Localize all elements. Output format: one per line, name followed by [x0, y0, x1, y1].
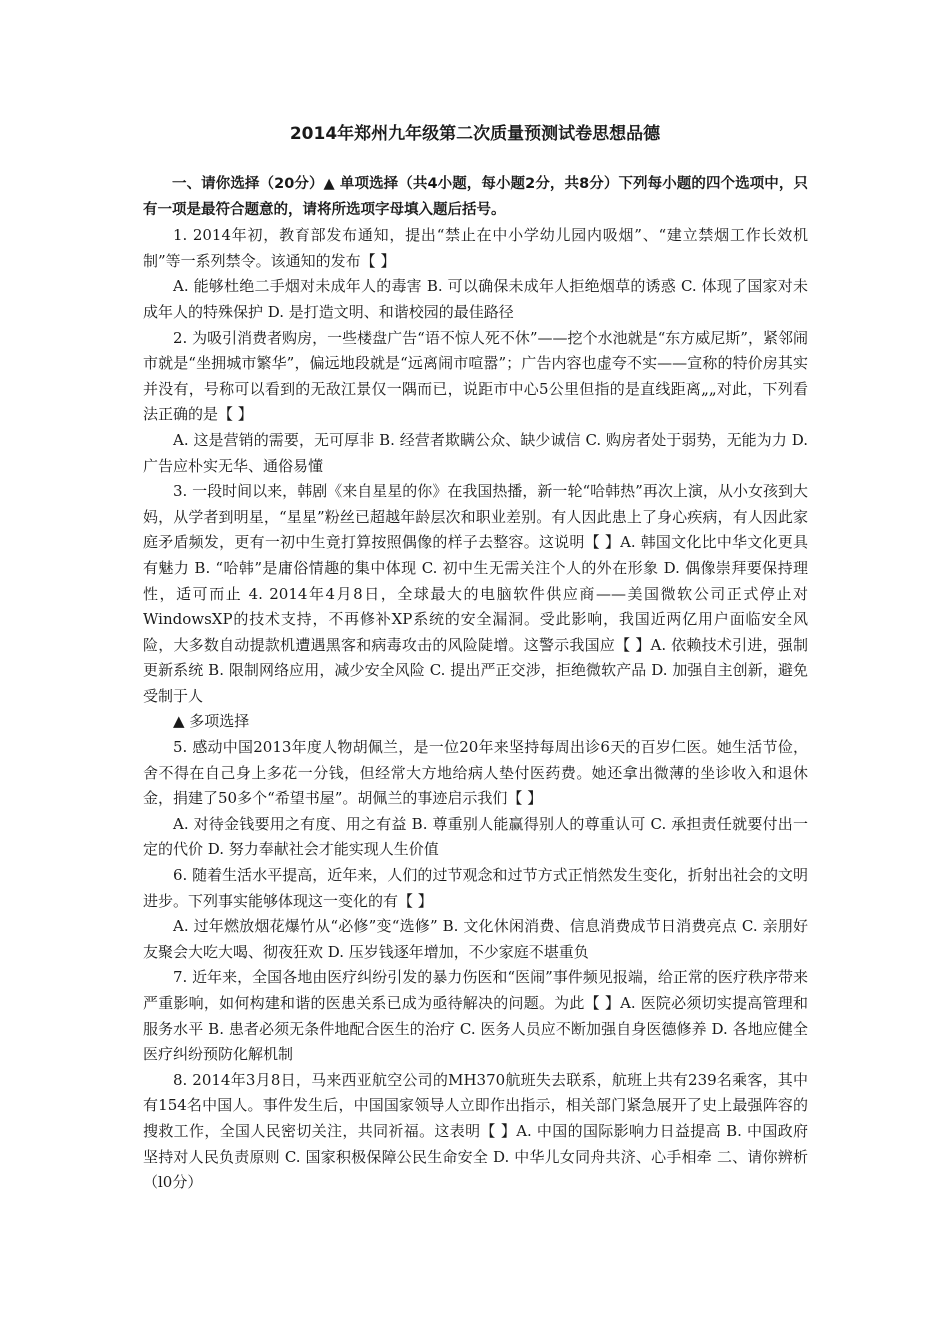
question-6: 6. 随着生活水平提高，近年来，人们的过节观念和过节方式正悄然发生变化，折射出社会的文明进步。下列事实能够体现这一变化的有【 】 [143, 866, 808, 910]
page-title: 2014年郑州九年级第二次质量预测试卷思想品德 [289, 124, 661, 144]
question-1: 1. 2014年初，教育部发布通知，提出“禁止在中小学幼儿园内吸烟”、“建立禁烟工作长效机制”等一系列禁令。该通知的发布【 】 [143, 226, 808, 270]
question-5-options: A. 对待金钱要用之有度、用之有益 B. 尊重别人能赢得别人的尊重认可 C. 承担责任就要付出一定的代价 D. 努力奉献社会才能实现人生价值 [143, 814, 808, 859]
question-2: 2. 为吸引消费者购房，一些楼盘广告“语不惊人死不休”——挖个水池就是“东方威尼斯”，紧邻闹市就是“坐拥城市繁华”，偏远地段就是“远离闹市喧嚣”；广告内容也虚夸不实——宣称的特价房其实并没有，号称可以看到的无敌江景仅一隅而已，说距市中心5公里但指的是直线距离„„对此，下列看法正确的是【 】 [143, 328, 808, 424]
question-3-4: 3. 一段时间以来，韩剧《来自星星的你》在我国热播，新一轮“哈韩热”再次上演，从小女孩到大妈，从学者到明星，“星星”粉丝已超越年龄层次和职业差别。有人因此患上了身心疾病，有人因此家庭矛盾频发，更有一初中生竟打算按照偶像的样子去整容。这说明【 】A. 韩国文化比中华文化更具有魅力 B. “哈韩”是庸俗情趣的集中体现 C. 初中生无需关注个人的外在形象 D. 偶像崇拜要保持理性，适可而止 4. 2014年4月8日，全球最大的电脑软件供应商——美国微软公司正式停止对WindowsXP的技术支持，不再修补XP系统的安全漏洞。受此影响，我国近两亿用户面临安全风险，大多数自动提款机遭遇黑客和病毒攻击的风险陡增。这警示我国应【 】A. 依赖技术引进，强制更新系统 B. 限制网络应用，减少安全风险 C. 提出严正交涉，拒绝微软产品 D. 加强自主创新，避免受制于人 [143, 482, 808, 705]
question-7: 7. 近年来，全国各地由医疗纠纷引发的暴力伤医和“医闹”事件频见报端，给正常的医疗秩序带来严重影响，如何构建和谐的医患关系已成为亟待解决的问题。为此【 】A. 医院必须切实提高管理和服务水平 B. 患者必须无条件地配合医生的治疗 C. 医务人员应不断加强自身医德修养 D. 各地应健全医疗纠纷预防化解机制 [143, 968, 808, 1064]
document-body [143, 172, 808, 1196]
section-instructions: 一、请你选择（20分）▲ 单项选择（共4小题，每小题2分，共8分）下列每小题的四个选项中，只有一项是最符合题意的，请将所选项字母填入题后括号。 [143, 176, 808, 218]
question-8: 8. 2014年3月8日，马来西亚航空公司的MH370航班失去联系，航班上共有239名乘客，其中有154名中国人。事件发生后，中国国家领导人立即作出指示，相关部门紧急展开了史上最强阵容的搜救工作，全国人民密切关注，共同祈福。这表明【 】A. 中国的国际影响力日益提高 B. 中国政府坚持对人民负责原则 C. 国家积极保障公民生命安全 D. 中华儿女同舟共济、心手相牵 二、请你辨析（l0分） [143, 1070, 808, 1192]
question-5: 5. 感动中国2013年度人物胡佩兰，是一位20年来坚持每周出诊6天的百岁仁医。她生活节俭，舍不得在自己身上多花一分钱，但经常大方地给病人垫付医药费。她还拿出微薄的坐诊收入和退休金，捐建了50多个“希望书屋”。胡佩兰的事迹启示我们【 】 [143, 738, 808, 808]
question-6-options: A. 过年燃放烟花爆竹从“必修”变“选修” B. 文化休闲消费、信息消费成节日消费亮点 C. 亲朋好友聚会大吃大喝、彻夜狂欢 D. 压岁钱逐年增加，不少家庭不堪重负 [143, 917, 808, 961]
question-1-options: A. 能够杜绝二手烟对未成年人的毒害 B. 可以确保未成年人拒绝烟草的诱惑 C. 体现了国家对未成年人的特殊保护 D. 是打造文明、和谐校园的最佳路径 [143, 277, 808, 321]
multiple-choice-heading: ▲ 多项选择 [173, 712, 250, 731]
question-2-options: A. 这是营销的需要，无可厚非 B. 经营者欺瞒公众、缺少诚信 C. 购房者处于弱势，无能为力 D. 广告应朴实无华、通俗易懂 [143, 430, 808, 475]
